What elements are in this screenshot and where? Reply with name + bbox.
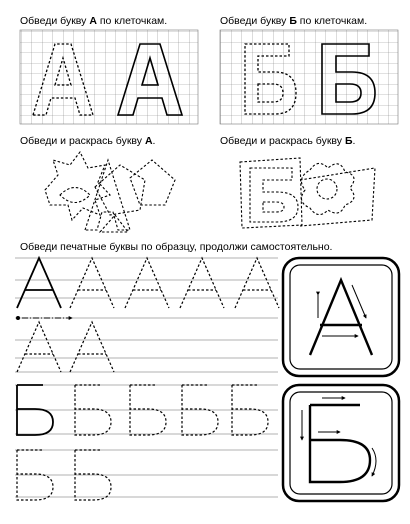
task5-instruction: Обведи печатные буквы по образцу, продолжи самостоятельно. xyxy=(20,241,333,253)
task2-suffix: по клеточкам. xyxy=(296,15,368,27)
row1-letter-a-solid xyxy=(17,258,61,308)
puzzle-letter-a xyxy=(45,152,175,232)
task4-suffix: . xyxy=(352,135,356,147)
sample-card-a xyxy=(283,258,399,376)
task2-prefix: Обведи букву xyxy=(220,15,290,27)
task1-suffix: по клеточкам. xyxy=(96,15,168,27)
task2-letter: Б xyxy=(289,15,297,27)
sample-card-b xyxy=(283,385,399,501)
task4-letter: Б xyxy=(344,135,353,147)
grid-a xyxy=(20,30,198,124)
puzzle-letter-b xyxy=(240,158,375,228)
task4-prefix: Обведи и раскрась букву xyxy=(220,135,345,147)
row2-letters-a-dashed xyxy=(17,322,114,372)
task1-letter: А xyxy=(89,15,97,27)
task3-letter: А xyxy=(144,135,153,147)
row1-letters-a-dashed xyxy=(70,258,279,308)
task1-prefix: Обведи букву xyxy=(20,15,90,27)
task3-prefix: Обведи и раскрась букву xyxy=(20,135,145,147)
row1-start-dot xyxy=(16,316,20,320)
task3-suffix: . xyxy=(152,135,156,147)
